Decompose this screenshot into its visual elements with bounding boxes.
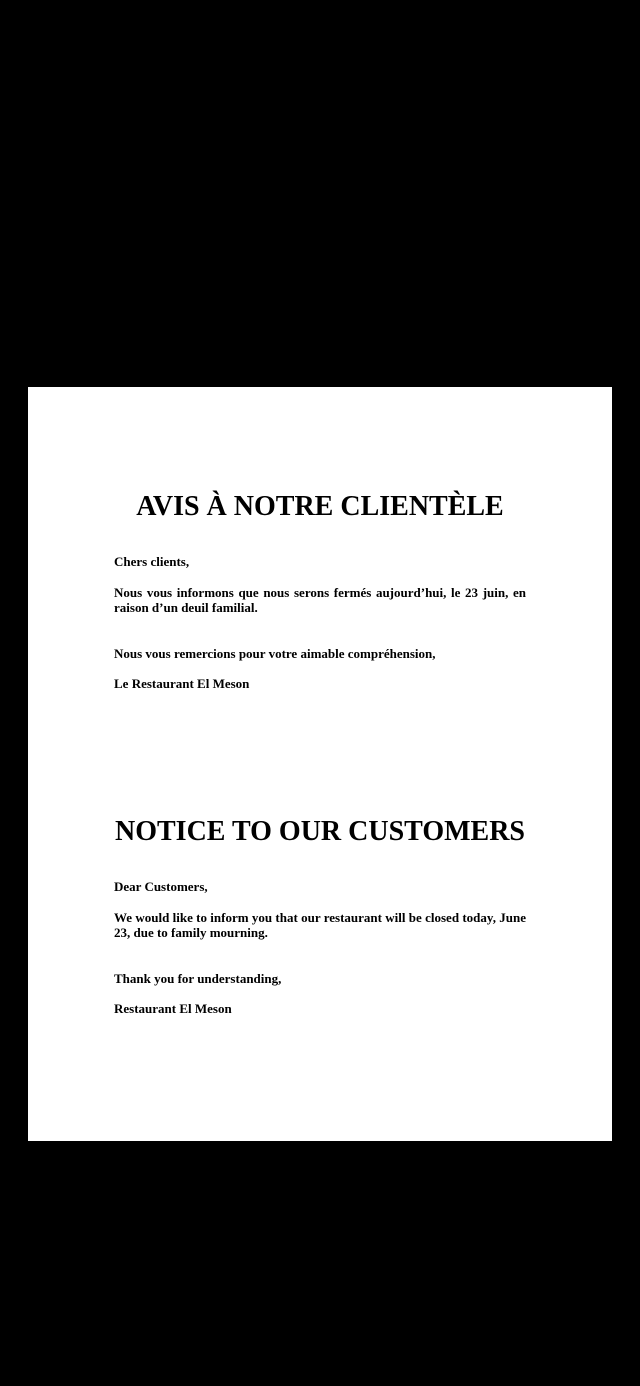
french-signature: Le Restaurant El Meson [114, 676, 250, 691]
english-signature: Restaurant El Meson [114, 1001, 232, 1016]
french-message: Nous vous informons que nous serons fermés aujourd’hui, le 23 juin, en raison d’un deuil familial. [114, 585, 526, 615]
english-notice [28, 815, 612, 1016]
french-thanks: Nous vous remercions pour votre aimable compréhension, [114, 646, 436, 661]
french-notice [28, 490, 612, 691]
french-greeting: Chers clients, [114, 554, 190, 569]
english-message: We would like to inform you that our restaurant will be closed today, June 23, due to family mourning. [114, 910, 526, 940]
french-title: AVIS À NOTRE CLIENTÈLE [136, 491, 504, 522]
notice-document [28, 387, 612, 1141]
english-title: NOTICE TO OUR CUSTOMERS [115, 816, 525, 847]
english-greeting: Dear Customers, [114, 879, 208, 894]
english-thanks: Thank you for understanding, [114, 971, 282, 986]
